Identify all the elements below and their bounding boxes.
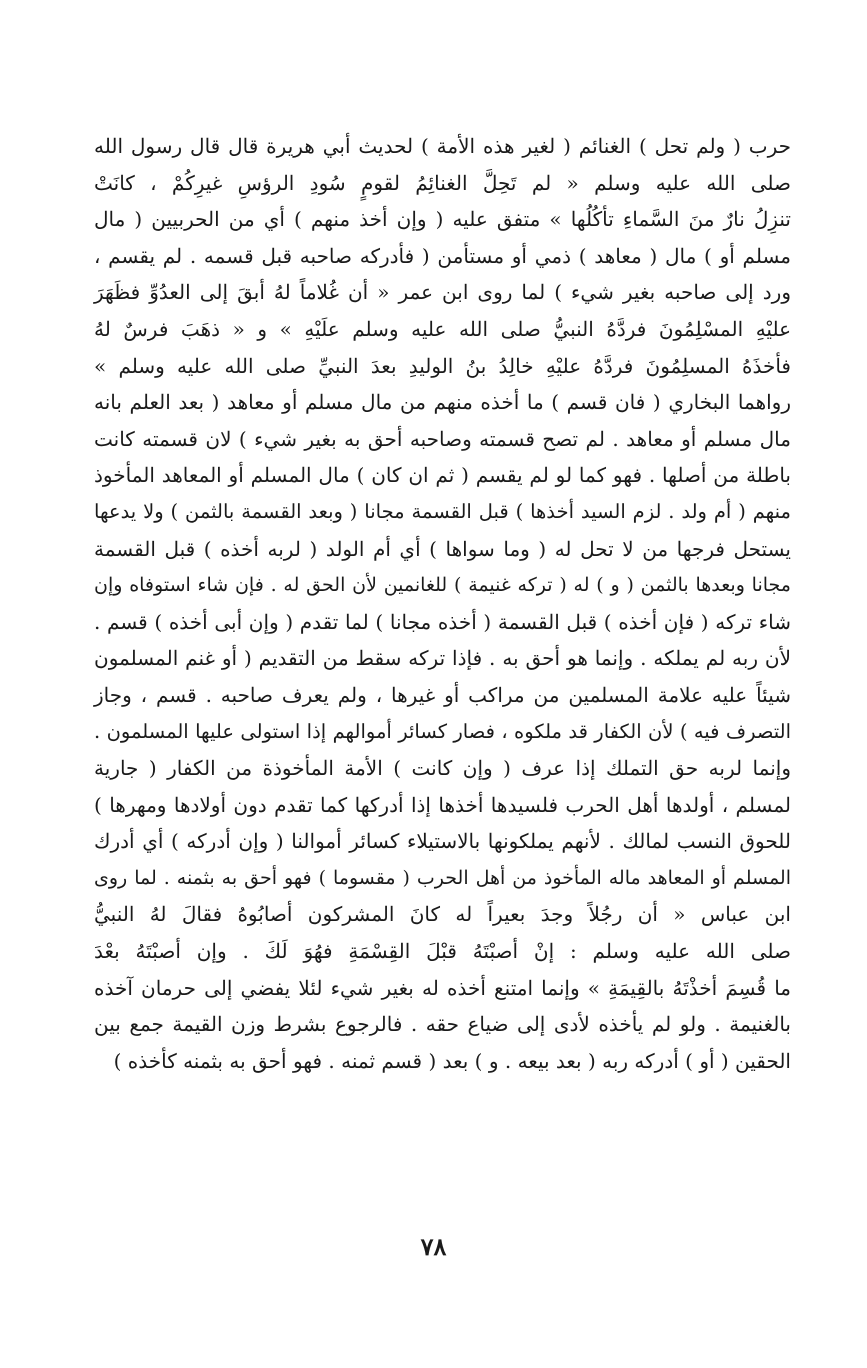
text-line: حرب ( ولم تحل ) الغنائم ( لغير هذه الأمة ) لحديث أبي هريرة قال قال رسول الله <box>94 134 791 158</box>
text-line: مجانا وبعدها بالثمن ( و ) له ( تركه غنيمة ) للغانمين لأن الحق له . فإن شاء استوفاه وإن <box>94 574 791 597</box>
text-line: باطلة من أصلها . فهو كما لو لم يقسم ( ثم ان كان ) مال المسلم أو المعاهد المأخوذ <box>94 463 791 488</box>
text-line: فأخذَهُ المسلِمُونَ فردَّهُ عليْهِ خالِدُ بنُ الوليدِ بعدَ النبيِّ صلى الله عليه وسلم » <box>94 353 791 378</box>
text-line: شاء تركه ( فإن أخذه ) قبل القسمة ( أخذه مجانا ) لما تقدم ( وإن أبى أخذه ) قسم . <box>94 609 791 634</box>
text-line: الحقين ( أو ) أدركه ربه ( بعد بيعه . و ) بعد ( قسم ثمنه . فهو أحق به بثمنه كأخذه ) <box>113 1048 791 1073</box>
text-line: ابن عباس « أن رجُلاً وجدَ بعيراً له كانَ المشركون أصابُوهُ فقالَ لهُ النبيُّ <box>94 902 791 927</box>
text-line: صلى الله عليه وسلم « لم تَحِلَّ الغنائِمُ لقومٍ سُودِ الرؤسِ غيرِكُمْ ، كانَتْ <box>94 170 791 195</box>
text-line: للحوق النسب لمالك . لأنهم يملكونها بالاستيلاء كسائر أموالنا ( وإن أدركه ) أي أدرك <box>94 829 791 854</box>
text-line: شيئاً عليه علامة المسلمين من مراكب أو غيرها ، ولم يعرف صاحبه . قسم ، وجاز <box>94 682 791 707</box>
text-line: ورد إلى صاحبه بغير شيء ) لما روى ابن عمر « أن غُلاماً لهُ أبقَ إلى العدُوِّ فظَهَرَ <box>94 280 791 305</box>
text-line: التصرف فيه ) لأن الكفار قد ملكوه ، فصار كسائر أموالهم إذا استولى عليها المسلمون . <box>94 719 791 743</box>
text-line: صلى الله عليه وسلم : إنْ أصبْتَهُ قبْلَ القِسْمَةِ فهُوَ لَكَ . وإن أصبْتَهُ بعْدَ <box>94 939 791 964</box>
text-line: مال مسلم أو معاهد . لم تصح قسمته وصاحبه أحق به بغير شيء ) لان قسمته كانت <box>94 426 791 451</box>
text-line: مسلم أو ) مال ( معاهد ) ذمي أو مستأمن ( فأدركه صاحبه قبل قسمه . لم يقسم ، <box>94 243 791 268</box>
text-line: تنزِلُ نارٌ منَ السَّماءِ تأكُلُها » متفق عليه ( وإن أخذ منهم ) أي من الحربيين ( مال <box>94 207 791 232</box>
body-text <box>0 128 867 1079</box>
text-line: وإنما لربه حق التملك إذا عرف ( وإن كانت ) الأمة المأخوذة من الكفار ( جارية <box>94 756 791 781</box>
text-line: لمسلم ، أولدها أهل الحرب فلسيدها أخذها إذا أدركها كما تقدم دون أولادها ومهرها ) <box>94 792 791 817</box>
text-line: منهم ( أم ولد . لزم السيد أخذها ) قبل القسمة مجانا ( وبعد القسمة بالثمن ) ولا يدعها <box>94 499 791 523</box>
text-line: ما قُسِمَ أخذْتَهُ بالقِيمَةِ » وإنما امتنع أخذه له بغير شيء لئلا يفضي إلى حرمان آخذه <box>94 975 791 1000</box>
text-line: عليْهِ المسْلِمُونَ فردَّهُ النبيُّ صلى الله عليه وسلم علَيْهِ » و « ذهَبَ فرسٌ لهُ <box>94 316 791 341</box>
text-line: المسلم أو المعاهد ماله المأخوذ من أهل الحرب ( مقسوما ) فهو أحق به بثمنه . لما روى <box>94 866 791 889</box>
text-line: بالغنيمة . ولو لم يأخذه لأدى إلى ضياع حقه . فالرجوع بشرط وزن القيمة جمع بين <box>94 1012 791 1037</box>
text-line: يستحل فرجها من لا تحل له ( وما سواها ) أي أم الولد ( لربه أخذه ) قبل القسمة <box>94 536 791 561</box>
page-number: ٧٨ <box>420 1232 447 1261</box>
text-line: لأن ربه لم يملكه . وإنما هو أحق به . فإذا تركه سقط من التقديم ( أو غنم المسلمون <box>94 646 791 671</box>
text-line: رواهما البخاري ( فان قسم ) ما أخذه منهم من مال مسلم أو معاهد ( بعد العلم بانه <box>94 390 791 415</box>
